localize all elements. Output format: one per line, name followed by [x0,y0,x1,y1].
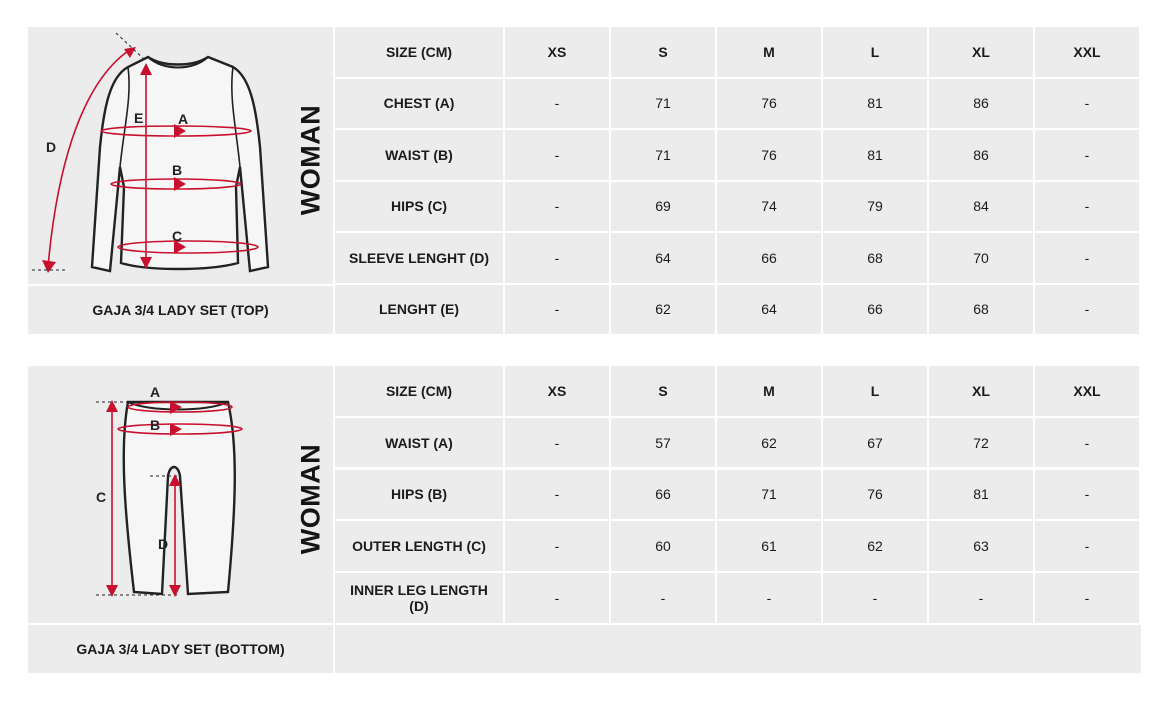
col-header-xxl: XXL [1035,366,1139,416]
table-cell: 68 [823,233,927,283]
marker-c: C [96,489,107,505]
bottom-size-chart [28,366,1141,673]
table-cell: - [505,573,609,623]
top-size-table [335,27,1141,334]
table-cell: - [1035,233,1139,283]
table-cell: 71 [717,470,821,520]
table-cell: 76 [717,79,821,129]
table-cell: 72 [929,418,1033,468]
arc-arrow-bottom [42,260,56,273]
table-cell: 66 [611,470,715,520]
table-cell: 79 [823,182,927,232]
col-header-m: M [717,366,821,416]
table-cell: 69 [611,182,715,232]
col-header-size: SIZE (CM) [335,27,503,77]
col-header-xl: XL [929,27,1033,77]
table-cell: 84 [929,182,1033,232]
table-cell: 71 [611,130,715,180]
table-cell: - [505,285,609,335]
table-cell: 61 [717,521,821,571]
table-cell: 81 [929,470,1033,520]
table-cell: - [505,79,609,129]
table-cell: - [611,573,715,623]
table-cell: - [1035,418,1139,468]
col-header-xs: XS [505,27,609,77]
col-header-size: SIZE (CM) [335,366,503,416]
woman-label-text: WOMAN [295,104,326,216]
row-label-inner-leg-length: INNER LEG LENGTH (D) [335,573,503,623]
marker-e: E [134,110,144,126]
row-label-waist: WAIST (B) [335,130,503,180]
row-label-outer-length: OUTER LENGTH (C) [335,521,503,571]
leggings-diagram [28,366,333,623]
table-cell: 71 [611,79,715,129]
row-label-waist: WAIST (A) [335,418,503,468]
table-cell: 62 [717,418,821,468]
woman-vertical-label [290,394,332,604]
table-cell: - [1035,573,1139,623]
col-header-s: S [611,27,715,77]
table-cell: 70 [929,233,1033,283]
table-cell: - [505,470,609,520]
row-label-length: LENGHT (E) [335,285,503,335]
leggings-outline [124,402,235,594]
top-size-chart [28,27,1141,334]
table-cell: - [1035,182,1139,232]
table-cell: - [717,573,821,623]
table-cell: 68 [929,285,1033,335]
table-cell: - [1035,79,1139,129]
table-cell: 57 [611,418,715,468]
table-cell: 81 [823,130,927,180]
table-cell: - [505,418,609,468]
col-header-l: L [823,366,927,416]
row-label-sleeve-length: SLEEVE LENGHT (D) [335,233,503,283]
table-cell: 76 [717,130,821,180]
table-cell: - [505,233,609,283]
table-cell: 62 [611,285,715,335]
table-cell: 81 [823,79,927,129]
table-cell: 74 [717,182,821,232]
woman-vertical-label [290,55,332,265]
bottom-size-table [335,366,1141,623]
bottom-garment-illustration [28,366,333,623]
col-header-m: M [717,27,821,77]
table-cell: 86 [929,130,1033,180]
long-sleeve-top-diagram [28,27,333,284]
table-cell: 67 [823,418,927,468]
col-header-s: S [611,366,715,416]
table-cell: - [929,573,1033,623]
marker-a: A [178,111,189,127]
marker-d: D [158,536,169,552]
marker-c: C [172,228,183,244]
col-header-xxl: XXL [1035,27,1139,77]
table-cell: 76 [823,470,927,520]
col-header-xl: XL [929,366,1033,416]
table-cell: 64 [611,233,715,283]
table-cell: - [1035,130,1139,180]
table-cell: 62 [823,521,927,571]
table-cell: 64 [717,285,821,335]
marker-b: B [172,162,183,178]
table-cell: - [505,521,609,571]
table-cell: 86 [929,79,1033,129]
bottom-empty-strip [335,625,1141,673]
woman-label-text: WOMAN [295,443,326,555]
top-product-caption: GAJA 3/4 LADY SET (TOP) [28,286,333,334]
top-garment-illustration [28,27,333,284]
marker-d: D [46,139,57,155]
row-label-hips: HIPS (C) [335,182,503,232]
table-cell: - [1035,285,1139,335]
row-label-hips: HIPS (B) [335,470,503,520]
table-cell: 66 [823,285,927,335]
table-cell: - [1035,470,1139,520]
marker-a: A [150,384,161,400]
table-cell: - [505,130,609,180]
marker-b: B [150,417,161,433]
row-label-chest: CHEST (A) [335,79,503,129]
col-header-l: L [823,27,927,77]
table-cell: - [1035,521,1139,571]
table-cell: - [505,182,609,232]
table-cell: 66 [717,233,821,283]
bottom-product-caption: GAJA 3/4 LADY SET (BOTTOM) [28,625,333,673]
table-cell: 63 [929,521,1033,571]
table-cell: 60 [611,521,715,571]
table-cell: - [823,573,927,623]
col-header-xs: XS [505,366,609,416]
